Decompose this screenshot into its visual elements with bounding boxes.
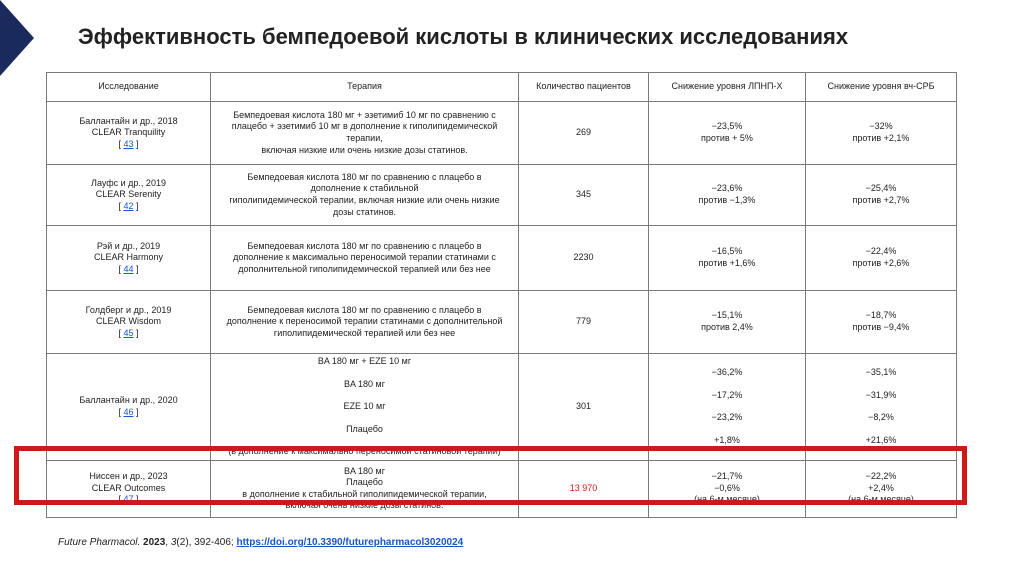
table-row xyxy=(47,102,957,165)
therapy-cell xyxy=(211,226,519,291)
ldl-reduction-cell xyxy=(649,460,806,517)
table-header-row xyxy=(47,73,957,102)
ldl-value: (на 6-м месяце) xyxy=(694,494,760,505)
therapy-line: Плацебо xyxy=(346,423,383,434)
slide-title: Эффективность бемпедоевой кислоты в клинических исследованиях xyxy=(78,24,849,49)
therapy-line: Бемпедоевая кислота 180 мг по сравнению с плацебо в xyxy=(247,171,482,182)
crp-reduction-cell xyxy=(806,291,957,354)
patient-count: 13 970 xyxy=(519,460,649,517)
crp-value: (на 6-м месяце) xyxy=(848,494,914,505)
therapy-line: BA 180 мг + EZE 10 мг xyxy=(317,356,412,366)
crp-value: против +2,6% xyxy=(852,258,910,268)
study-name: CLEAR Harmony xyxy=(93,252,164,263)
crp-reduction-cell xyxy=(806,354,957,461)
therapy-line: дополнение к стабильной xyxy=(310,183,419,194)
citation-doi-link[interactable]: https://doi.org/10.3390/futurepharmacol3020024 xyxy=(236,537,464,548)
therapy-line: Бемпедоевая кислота 180 мг по сравнению с плацебо в xyxy=(247,304,482,315)
crp-value: −35,1% xyxy=(865,367,897,378)
reference: [ 43 ] xyxy=(118,138,139,149)
ldl-reduction-cell xyxy=(649,291,806,354)
therapy-cell xyxy=(211,460,519,517)
reference: [ 47 ] xyxy=(118,494,139,505)
therapy-line: дополнение к максимально переносимой терапии статинами с xyxy=(233,252,496,263)
crp-reduction-cell xyxy=(806,165,957,226)
slide-corner-decoration xyxy=(0,0,34,76)
reference-link[interactable]: 45 xyxy=(123,327,134,338)
crp-value: −22,2% xyxy=(865,471,897,482)
crp-value: −31,9% xyxy=(865,389,897,400)
crp-value: против −9,4% xyxy=(852,322,910,332)
table-row xyxy=(47,165,957,226)
reference: [ 45 ] xyxy=(118,327,139,338)
ldl-value: −23,2% xyxy=(711,412,743,423)
studies-table xyxy=(46,72,957,518)
header-patient-count: Количество пациентов xyxy=(519,73,649,102)
reference-link[interactable]: 46 xyxy=(123,406,134,417)
study-author: Лауфс и др., 2019 xyxy=(91,177,166,188)
study-author: Баллантайн и др., 2020 xyxy=(79,395,178,406)
ldl-value: −16,5% xyxy=(711,246,743,257)
therapy-line: (в дополнение к максимально переносимой статиновой терапии) xyxy=(228,446,501,457)
citation-volume: 3 xyxy=(170,537,177,548)
reference: [ 42 ] xyxy=(118,200,139,211)
citation-year: 2023 xyxy=(143,537,166,548)
ldl-value: против + 5% xyxy=(701,133,753,143)
therapy-line: дозы статинов. xyxy=(333,206,396,217)
ldl-reduction-cell xyxy=(649,102,806,165)
therapy-line: терапии, xyxy=(346,133,383,143)
study-author: Рэй и др., 2019 xyxy=(96,240,161,251)
ldl-value: −23,6% xyxy=(711,183,743,194)
therapy-line: Плацебо xyxy=(346,477,383,488)
study-cell xyxy=(47,460,211,517)
therapy-line: Бемпедоевая кислота 180 мг по сравнению с плацебо в xyxy=(247,240,482,251)
therapy-line: включая низкие или очень низкие дозы статинов. xyxy=(261,144,468,155)
header-therapy: Терапия xyxy=(211,73,519,102)
study-name: CLEAR Wisdom xyxy=(95,316,161,327)
crp-value: +2,4% xyxy=(868,482,894,493)
patient-count: 301 xyxy=(519,354,649,461)
therapy-line: дополнение к переносимой терапии статинами с дополнительной xyxy=(226,316,503,327)
table-row xyxy=(47,460,957,517)
crp-reduction-cell xyxy=(806,102,957,165)
ldl-value: против +1,6% xyxy=(698,258,756,268)
ldl-reduction-cell xyxy=(649,354,806,461)
patient-count: 779 xyxy=(519,291,649,354)
therapy-line: BA 180 мг xyxy=(344,378,385,389)
study-cell xyxy=(47,354,211,461)
crp-value: +21,6% xyxy=(865,434,897,445)
header-ldl-reduction: Снижение уровня ЛПНП-Х xyxy=(649,73,806,102)
therapy-cell xyxy=(211,291,519,354)
study-cell xyxy=(47,165,211,226)
reference-link[interactable]: 47 xyxy=(123,494,134,505)
ldl-reduction-cell xyxy=(649,165,806,226)
study-cell xyxy=(47,226,211,291)
therapy-line: BA 180 мг xyxy=(344,465,385,476)
ldl-value: против 2,4% xyxy=(701,322,753,332)
table-row xyxy=(47,226,957,291)
crp-value: против +2,7% xyxy=(852,195,910,205)
patient-count: 2230 xyxy=(519,226,649,291)
table-row xyxy=(47,291,957,354)
patient-count: 269 xyxy=(519,102,649,165)
table-row xyxy=(47,354,957,461)
therapy-line: плацебо + эзетимиб 10 мг в дополнение к гиполипидемической xyxy=(231,121,498,132)
study-name: CLEAR Tranquility xyxy=(91,127,166,138)
therapy-cell xyxy=(211,102,519,165)
crp-value: −8,2% xyxy=(868,412,894,423)
therapy-line: дополнительной гиполипидемической терапией или без нее xyxy=(238,263,491,274)
therapy-cell xyxy=(211,354,519,461)
citation-journal: Future Pharmacol. xyxy=(58,537,141,548)
crp-value: −22,4% xyxy=(865,246,897,257)
therapy-line: Бемпедоевая кислота 180 мг + эзетимиб 10 мг по сравнению с xyxy=(233,109,496,120)
crp-value: −18,7% xyxy=(865,310,897,321)
ldl-value: −23,5% xyxy=(711,121,743,132)
reference: [ 46 ] xyxy=(118,406,139,417)
ldl-value: против −1,3% xyxy=(698,195,756,205)
crp-value: −32% xyxy=(869,121,893,132)
ldl-value: −15,1% xyxy=(711,310,743,321)
therapy-cell xyxy=(211,165,519,226)
study-name: CLEAR Serenity xyxy=(95,189,162,200)
therapy-line: включая очень низкие дозы статинов. xyxy=(285,500,444,511)
study-cell xyxy=(47,291,211,354)
patient-count: 345 xyxy=(519,165,649,226)
crp-reduction-cell xyxy=(806,226,957,291)
crp-value: −25,4% xyxy=(865,183,897,194)
reference-link[interactable]: 44 xyxy=(123,263,134,274)
study-author: Ниссен и др., 2023 xyxy=(89,471,168,482)
therapy-line: в дополнение к стабильной гиполипидемической терапии, xyxy=(242,488,487,499)
study-cell xyxy=(47,102,211,165)
study-name: CLEAR Outcomes xyxy=(91,482,166,493)
citation-issue: (2), 392-406; xyxy=(176,537,234,548)
ldl-value: −17,2% xyxy=(711,389,743,400)
reference: [ 44 ] xyxy=(118,263,139,274)
ldl-value: −21,7% xyxy=(711,471,743,482)
ldl-value: −0,6% xyxy=(714,482,740,493)
ldl-reduction-cell xyxy=(649,226,806,291)
ldl-value: +1,8% xyxy=(714,434,740,445)
crp-value: против +2,1% xyxy=(852,133,910,143)
study-author: Голдберг и др., 2019 xyxy=(85,304,172,315)
therapy-line: гиполипидемической терапией или без нее xyxy=(273,327,456,338)
crp-reduction-cell xyxy=(806,460,957,517)
therapy-line: гиполипидемической терапии, включая низкие или очень низкие xyxy=(229,195,500,205)
therapy-line: EZE 10 мг xyxy=(343,401,386,412)
ldl-value: −36,2% xyxy=(711,367,743,378)
header-crp-reduction: Снижение уровня вч-СРБ xyxy=(806,73,957,102)
study-author: Баллантайн и др., 2018 xyxy=(79,115,178,126)
reference-link[interactable]: 43 xyxy=(123,138,134,149)
header-study: Исследование xyxy=(47,73,211,102)
citation: Future Pharmacol. 2023, 3(2), 392-406; https://doi.org/10.3390/futurepharmacol3020024 xyxy=(58,537,464,548)
reference-link[interactable]: 42 xyxy=(123,200,134,211)
